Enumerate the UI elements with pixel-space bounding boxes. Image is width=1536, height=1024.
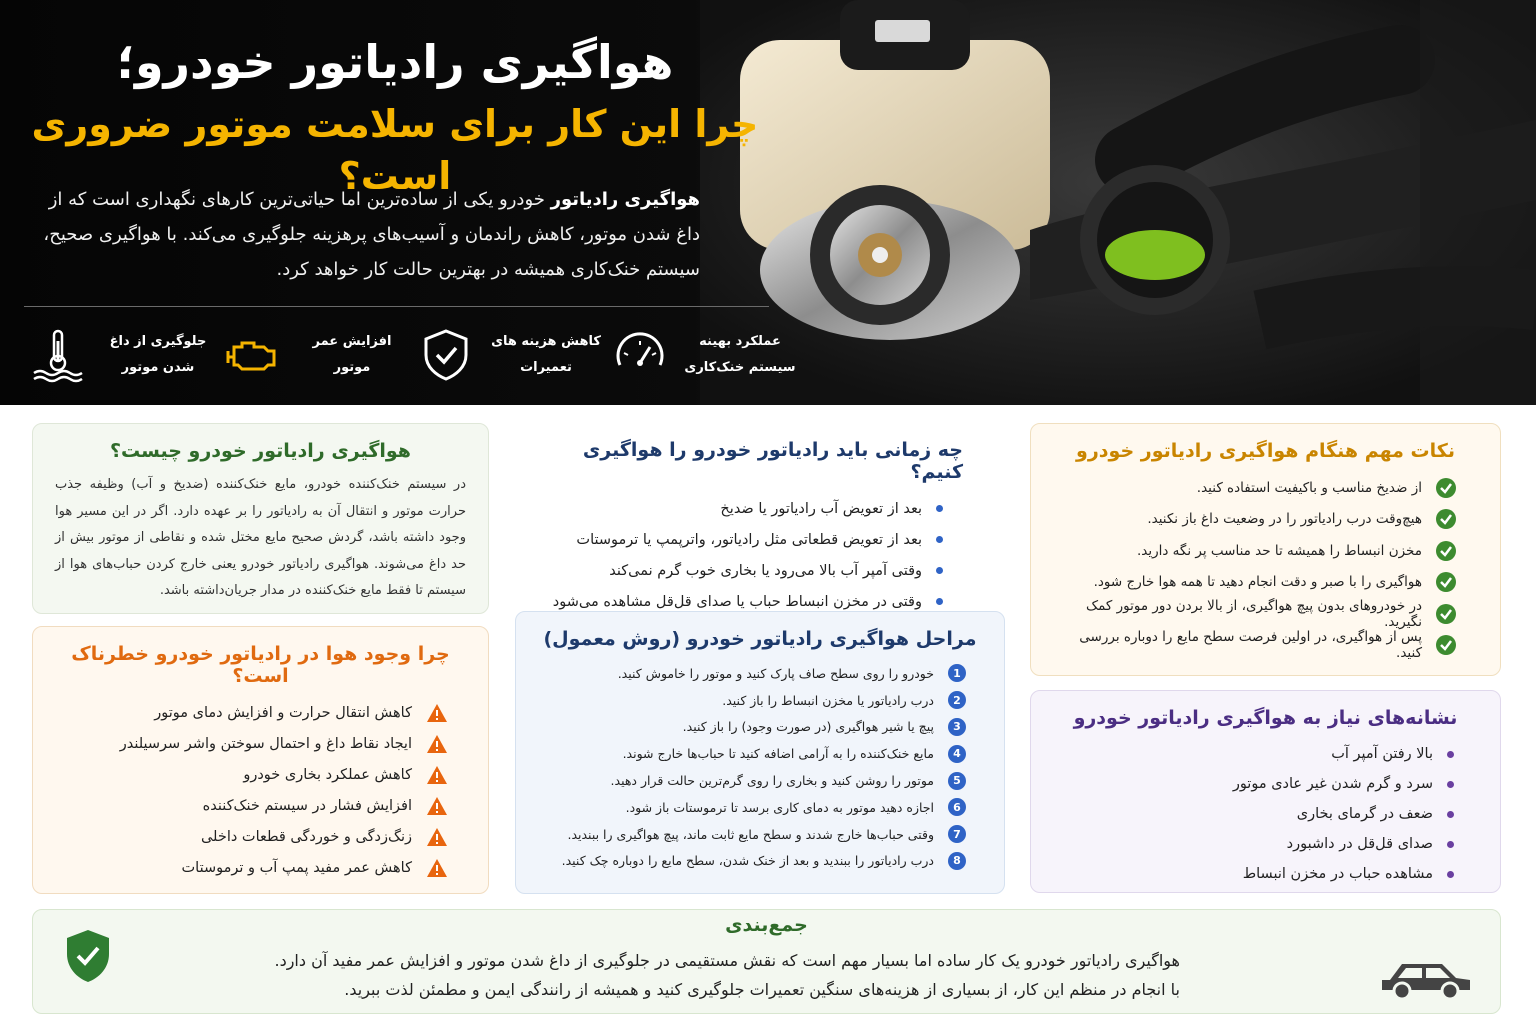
car-icon (1376, 950, 1476, 1000)
card-steps (515, 611, 1005, 894)
card-title: هواگیری رادیاتور خودرو چیست؟ (110, 440, 411, 462)
feature-label: کاهش هزینه های تعمیرات (491, 334, 601, 375)
hero-intro (40, 182, 700, 287)
bullet-icon (936, 567, 943, 574)
item-text: از ضدیخ مناسب و باکیفیت استفاده کنید. (1196, 479, 1422, 496)
check-circle-icon (1436, 572, 1456, 592)
list-item (1053, 739, 1478, 769)
list-item (55, 728, 466, 759)
step-item (538, 687, 982, 714)
step-item (538, 767, 982, 794)
step-number: 2 (948, 691, 966, 709)
engine-bay-photo (700, 0, 1536, 405)
list-item (537, 555, 983, 586)
page-title: هواگیری رادیاتور خودرو؛ (116, 35, 674, 89)
step-text: موتور را روشن کنید و بخاری را روی گرم‌ترین حالت قرار دهید. (610, 773, 934, 789)
step-item (538, 714, 982, 741)
list-item (1053, 859, 1478, 889)
card-title: نشانه‌های نیاز به هواگیری رادیاتور خودرو (1073, 707, 1458, 729)
item-text: کاهش انتقال حرارت و افزایش دمای موتور (154, 704, 412, 721)
item-text: بعد از تعویض قطعاتی مثل رادیاتور، واترپمپ یا ترموستات (576, 531, 922, 548)
step-number: 3 (948, 718, 966, 736)
feature-overheat (30, 322, 218, 388)
feature-label: جلوگیری از داغ شدن موتور (109, 334, 207, 375)
step-text: خودرو را روی سطح صاف پارک کنید و موتور را خاموش کنید. (617, 665, 934, 681)
danger-list (55, 697, 466, 883)
step-number: 4 (948, 745, 966, 763)
card-why-dangerous (32, 626, 489, 894)
card-tips (1030, 423, 1501, 676)
summary-title: جمع‌بندی (725, 914, 808, 936)
bullet-icon (1447, 871, 1454, 878)
shield-check-icon (63, 928, 113, 984)
hero-title-block (20, 30, 770, 202)
page-subtitle: چرا این کار برای سلامت موتور ضروری است؟ (31, 102, 759, 198)
feature-performance (612, 322, 800, 388)
bullet-icon (1447, 811, 1454, 818)
item-text: هواگیری را با صبر و دقت انجام دهید تا همه هوا خارج شود. (1093, 574, 1422, 591)
step-text: درب رادیاتور را ببندید و بعد از خنک شدن، سطح مایع را دوباره چک کنید. (561, 853, 934, 869)
feature-label: عملکرد بهینه سیستم خنک‌کاری (684, 334, 796, 375)
warning-icon (426, 796, 448, 816)
step-item (538, 848, 982, 875)
list-item (537, 524, 983, 555)
intro-text: خودرو یکی از ساده‌ترین اما حیاتی‌ترین کارهای نگهداری است که از داغ شدن موتور، کاهش راندمان و آسیب‌های پرهزینه جلوگیری می‌کند. با هواگیری صحیح، سیستم خنک‌کاری همیشه در بهترین حالت کار خواهد کرد. (43, 189, 700, 280)
thermometer-icon (30, 327, 86, 383)
bullet-icon (1447, 781, 1454, 788)
list-item (1053, 829, 1478, 859)
card-title: نکات مهم هنگام هواگیری رادیاتور خودرو (1076, 440, 1455, 462)
list-item (1053, 504, 1478, 536)
card-what-is (32, 423, 489, 614)
step-text: وقتی حباب‌ها خارج شدند و سطح مایع ثابت ماند، پیچ هواگیری را ببندید. (567, 826, 934, 842)
warning-icon (426, 734, 448, 754)
list-item (1053, 799, 1478, 829)
item-text: ایجاد نقاط داغ و احتمال سوختن واشر سرسیلندر (119, 735, 412, 752)
step-text: مایع خنک‌کننده را به آرامی اضافه کنید تا حباب‌ها خارج شوند. (622, 746, 934, 762)
item-text: مشاهده حباب در مخزن انبساط (1242, 866, 1433, 882)
item-text: افزایش فشار در سیستم خنک‌کننده (202, 797, 412, 814)
list-item (1053, 598, 1478, 630)
check-circle-icon (1436, 635, 1456, 655)
step-item (538, 740, 982, 767)
tips-list (1053, 472, 1478, 661)
check-circle-icon (1436, 509, 1456, 529)
item-text: وقتی در مخزن انبساط حباب یا صدای قل‌قل مشاهده می‌شود (552, 593, 922, 610)
item-text: کاهش عملکرد بخاری خودرو (243, 766, 412, 783)
bullet-icon (936, 505, 943, 512)
step-item (538, 794, 982, 821)
list-item (55, 790, 466, 821)
item-text: کاهش عمر مفید پمپ آب و ترموستات (181, 859, 412, 876)
step-item (538, 821, 982, 848)
step-text: پیچ یا شیر هواگیری (در صورت وجود) را باز کنید. (682, 719, 934, 735)
item-text: صدای قل‌قل در داشبورد (1286, 836, 1433, 852)
step-number: 7 (948, 825, 966, 843)
item-text: زنگ‌زدگی و خوردگی قطعات داخلی (200, 828, 412, 845)
item-text: در خودروهای بدون پیچ هواگیری، از بالا بردن دور موتور کمک نگیرید. (1086, 597, 1422, 630)
card-title: مراحل هواگیری رادیاتور خودرو (روش معمول) (543, 628, 977, 650)
engine-icon (224, 327, 280, 383)
item-text: پس از هواگیری، در اولین فرصت سطح مایع را دوباره بررسی کنید. (1079, 629, 1422, 662)
warning-icon (426, 858, 448, 878)
item-text: وقتی آمپر آب بالا می‌رود یا بخاری خوب گرم نمی‌کند (609, 562, 922, 579)
item-text: سرد و گرم شدن غیر عادی موتور (1232, 776, 1433, 792)
check-circle-icon (1436, 478, 1456, 498)
hero-banner (0, 0, 1536, 405)
steps-list (538, 660, 982, 874)
summary-line: با انجام در منظم این کار، از بسیاری از هزینه‌های سنگین تعمیرات جلوگیری کنید و همیشه از رانندگی ایمن و مطمئن لذت ببرید. (344, 980, 1180, 999)
item-text: هیچ‌وقت درب رادیاتور را در وضعیت داغ باز نکنید. (1147, 511, 1422, 528)
shield-check-icon (418, 327, 474, 383)
divider (24, 306, 769, 307)
step-number: 6 (948, 798, 966, 816)
feature-cost (418, 322, 606, 388)
check-circle-icon (1436, 541, 1456, 561)
card-signs (1030, 690, 1501, 893)
summary-text (213, 946, 1180, 1004)
step-text: اجازه دهید موتور به دمای کاری برسد تا ترموستات باز شود. (625, 799, 934, 815)
warning-icon (426, 703, 448, 723)
item-text: مخزن انبساط را همیشه تا حد مناسب پر نگه دارید. (1136, 542, 1422, 559)
intro-bold: هواگیری رادیاتور (550, 189, 700, 210)
list-item (55, 759, 466, 790)
warning-icon (426, 827, 448, 847)
list-item (55, 821, 466, 852)
list-item (55, 697, 466, 728)
bullet-icon (1447, 751, 1454, 758)
list-item (1053, 769, 1478, 799)
list-item (55, 852, 466, 883)
list-item (1053, 472, 1478, 504)
item-text: بعد از تعویض آب رادیاتور یا ضدیخ (720, 500, 922, 517)
list-item (1053, 630, 1478, 662)
feature-label: افزایش عمر موتور (312, 334, 392, 375)
gauge-icon (612, 327, 668, 383)
list-item (1053, 535, 1478, 567)
signs-list (1053, 739, 1478, 889)
check-circle-icon (1436, 604, 1456, 624)
warning-icon (426, 765, 448, 785)
step-number: 5 (948, 772, 966, 790)
bullet-icon (936, 536, 943, 543)
bullet-icon (936, 598, 943, 605)
item-text: ضعف در گرمای بخاری (1296, 806, 1433, 822)
list-item (537, 493, 983, 524)
feature-row (30, 322, 800, 388)
step-number: 1 (948, 664, 966, 682)
step-number: 8 (948, 852, 966, 870)
list-item (1053, 567, 1478, 599)
when-list (537, 493, 983, 617)
card-body: در سیستم خنک‌کننده خودرو، مایع خنک‌کننده (ضدیخ و آب) وظیفه جذب حرارت موتور و انتقال آن به رادیاتور را بر عهده دارد. اگر در این مسیر هوا وجود داشته باشد، گردش صحیح مایع مختل شده و نقاطی از موتور بیش از حد داغ می‌شوند. هواگیری رادیاتور خودرو یعنی خارج کردن حباب‌های هوا از سیستم تا فقط مایع خنک‌کننده در مدار جریان‌داشته باشد. (55, 477, 466, 598)
item-text: بالا رفتن آمپر آب (1331, 746, 1433, 762)
card-title: چه زمانی باید رادیاتور خودرو را هواگیری کنیم؟ (582, 439, 963, 483)
summary-box (32, 909, 1501, 1014)
bullet-icon (1447, 841, 1454, 848)
step-text: درب رادیاتور یا مخزن انبساط را باز کنید. (722, 692, 934, 708)
summary-line: هواگیری رادیاتور خودرو یک کار ساده اما بسیار مهم است که نقش مستقیمی در جلوگیری از داغ شدن موتور و افزایش عمر مفید آن دارد. (274, 951, 1180, 970)
feature-engine-life (224, 322, 412, 388)
step-item (538, 660, 982, 687)
card-when (515, 423, 1005, 610)
card-title: چرا وجود هوا در رادیاتور خودرو خطرناک است؟ (71, 643, 450, 687)
